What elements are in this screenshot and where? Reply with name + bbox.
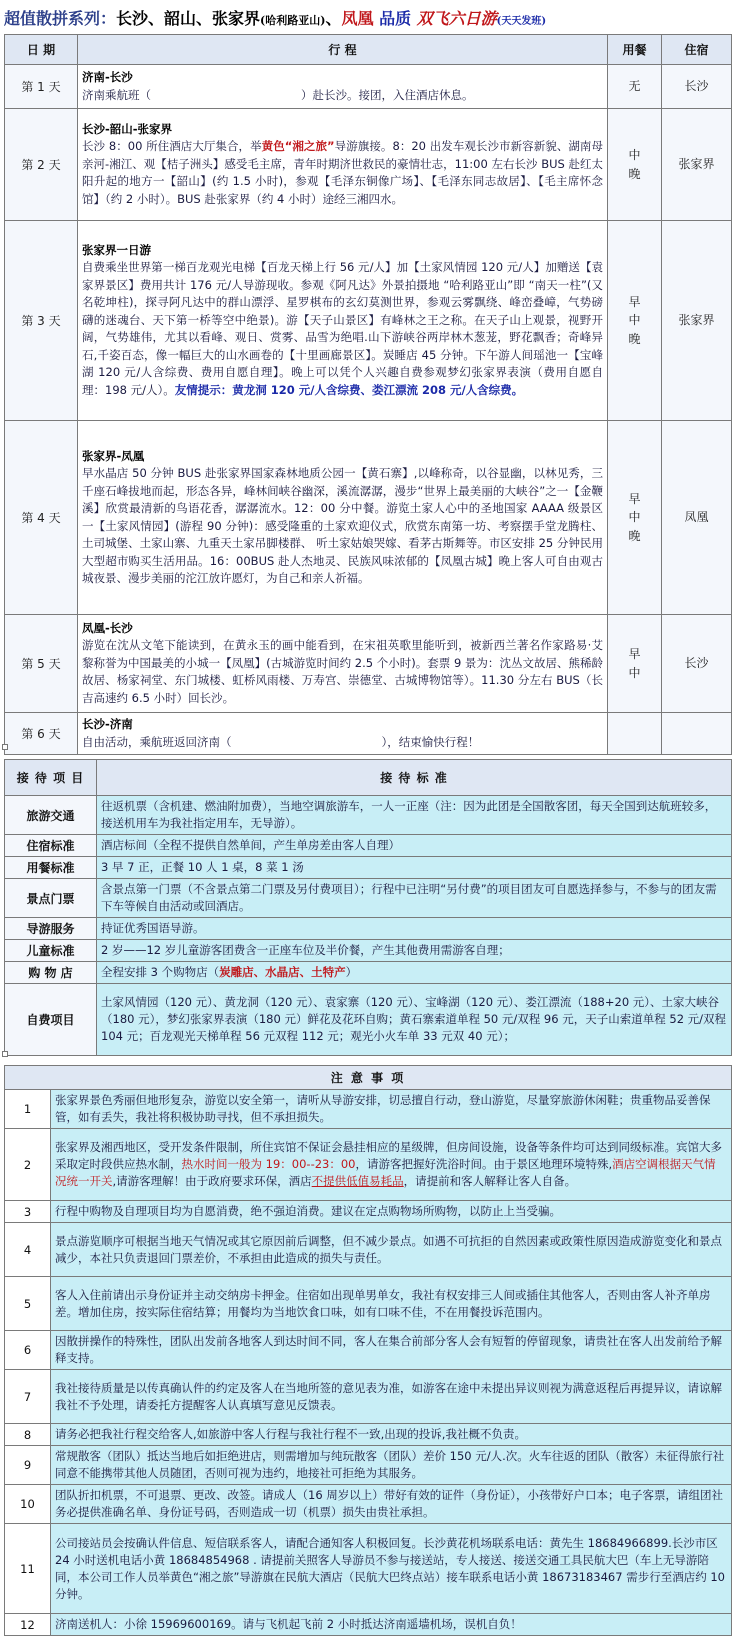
standard-label: 自费项目: [5, 984, 97, 1056]
day-route: 凤凰-长沙: [82, 620, 133, 635]
note-number: 6: [5, 1331, 51, 1370]
col-standard: 接 待 标 准: [97, 760, 732, 796]
day-content: [78, 421, 608, 615]
note-number: 9: [5, 1446, 51, 1485]
standards-table: [4, 759, 732, 1056]
title-trip: 双飞六日游: [416, 9, 497, 28]
notes-header: 注 意 事 项: [5, 1066, 732, 1090]
standard-text: 往返机票（含机建、燃油附加费），当地空调旅游车，一人一正座（注：因为此团是全国散客团，每天全国到达航班较多，接送机用车为我社指定用车，无导游）。: [97, 796, 732, 835]
day-meal: 中 晚: [608, 109, 662, 221]
notes-header-row: [5, 1066, 732, 1090]
col-date: 日 期: [5, 35, 78, 65]
standard-label: 导游服务: [5, 918, 97, 940]
standard-row: [5, 918, 732, 940]
day-stay: [662, 713, 732, 755]
title-note: (哈利路亚山): [260, 14, 326, 27]
title-fenghuang: 凤凰: [341, 9, 374, 28]
standard-text: 3 早 7 正，正餐 10 人 1 桌，8 菜 1 汤: [97, 857, 732, 879]
day-label: 第 4 天: [5, 421, 78, 615]
day-text: ）赴长沙。接团，入住酒店休息。: [301, 87, 474, 102]
standard-text: 含景点第一门票（不含景点第二门票及另付费项目）；行程中已注明“另付费”的项目团友可自愿选择参与，不参与的团友需下车等候自由活动或回酒店。: [97, 879, 732, 918]
standard-row: [5, 879, 732, 918]
day-row: [5, 713, 732, 755]
standard-text: 2 岁——12 岁儿童游客团费含一正座车位及半价餐，产生其他费用需游客自理；: [97, 940, 732, 962]
day-text: 早水晶店 50 分钟 BUS 赴张家界国家森林地质公园一【黄石寨】,以峰称奇，以谷显幽，以林见秀，三千座石峰拔地而起，形态各异，峰林间峡谷幽深，溪流潺潺，漫步“世界上最美丽的大峡谷”之一【金鞭溪】欣赏最清新的鸟语花香，潺潺流水。12：00 分中餐。游览土家人心中的圣地国家 AAAA 级景区一【土家风情园】(游程 90 分钟)：感受隆重的土家欢迎仪式，欣赏东南第一坊、考察摆手堂龙腾柱、土司城堡、土家山寨、九重天土家吊脚楼群、 听土家姑娘哭嫁、看茅古斯舞等。市区安排 25 分钟民用大型超市购买生活用品。16：00BUS 赴人杰地灵、民族风味浓郁的【凤凰古城】晚上客人可自由观古城夜景、漫步美丽的沱江放许愿灯，为自己和亲人祈福。: [82, 466, 603, 585]
shops-list: 炭雕店、水晶店、土特产: [219, 965, 346, 979]
title-separator: 、: [325, 9, 342, 28]
note-row: [5, 1129, 732, 1201]
note-row: [5, 1223, 732, 1277]
day-route: 张家界-凤凰: [82, 448, 145, 463]
note-number: 12: [5, 1614, 51, 1636]
standard-text: 持证优秀国语导游。: [97, 918, 732, 940]
day-stay: 长沙: [662, 615, 732, 713]
day-text: ），结束愉快行程！: [381, 734, 480, 749]
title-daily: (天天发班): [496, 16, 547, 27]
document-title: [4, 4, 731, 34]
day-row: [5, 615, 732, 713]
day-content: [78, 221, 608, 421]
note-number: 1: [5, 1090, 51, 1129]
day-highlight: 黄色“湘之旅”: [261, 139, 335, 154]
day-content: [78, 109, 608, 221]
note-text: 我社接待质量是以传真确认件的约定及客人在当地所签的意见表为准，如游客在途中未提出异议则视为满意返程后再提异议，请谅解我社不予处理，请委托方提醒客人认真填写意见反馈表。: [51, 1370, 732, 1424]
day-content: [78, 65, 608, 109]
itinerary-table: [4, 34, 732, 755]
day-route: 长沙-济南: [82, 717, 133, 731]
note-row: [5, 1424, 732, 1446]
note-text: 请务必把我社行程交给客人,如旅游中客人行程与我社行程不一致,出现的投诉,我社概不负责。: [51, 1424, 732, 1446]
standard-text: 酒店标间（全程不提供自然单间，产生单房差由客人自理）: [97, 835, 732, 857]
day-row: [5, 65, 732, 109]
day-text: 自由活动，乘航班返回济南（: [82, 734, 232, 749]
note-text: 张家界景色秀丽但地形复杂，游览以安全第一，请听从导游安排，切忌擅自行动，登山游览，尽量穿旅游休闲鞋；贵重物品妥善保管，如有丢失，我社将积极协助寻找，但不承担损失。: [51, 1090, 732, 1129]
note-number: 5: [5, 1277, 51, 1331]
standard-label: 用餐标准: [5, 857, 97, 879]
note-row: [5, 1090, 732, 1129]
day-text: 长沙 8：00 所住酒店大厅集合，举: [82, 139, 262, 154]
note-highlight: 酒店空调根据天气情况统一开关: [55, 1157, 716, 1188]
day-row: [5, 109, 732, 221]
day-route: 济南-长沙: [82, 70, 133, 84]
day-row: [5, 221, 732, 421]
note-text: 景点游览顺序可根据当地天气情况或其它原因前后调整，但不减少景点。如遇不可抗拒的自然因素或政策性原因造成游览变化和景点减少，本社只负责退回门票差价，不承担由此造成的损失与责任。: [51, 1223, 732, 1277]
itinerary-header-row: [5, 35, 732, 65]
standard-label: 景点门票: [5, 879, 97, 918]
title-cities: 长沙、韶山、张家界: [116, 9, 261, 28]
note-number: 3: [5, 1201, 51, 1223]
note-number: 7: [5, 1370, 51, 1424]
note-row: [5, 1277, 732, 1331]
table-anchor-icon: [2, 744, 8, 750]
standard-text: 全程安排 3 个购物店（炭雕店、水晶店、土特产）: [97, 962, 732, 984]
standard-text: 土家风情园（120 元）、黄龙洞（120 元）、袁家寨（120 元）、宝峰湖（120 元）、娄江漂流（188+20 元）、土家大峡谷（180 元），梦幻张家界表演（180 元）鲜花及花环自购；黄石寨索道单程 50 元/双程 96 元，天子山索道单程 52 元/双程 104 元；百龙观光天梯单程 56 元双程 112 元；观光小火车单 33 元双 40 元）；: [97, 984, 732, 1056]
standard-row: [5, 940, 732, 962]
day-route: 长沙-韶山-张家界: [82, 121, 173, 136]
note-highlight: 热水时间一般为 19：00--23：00: [181, 1157, 356, 1171]
note-text: 客人入住前请出示身份证并主动交纳房卡押金。住宿如出现单男单女，我社有权安排三人间或插住其他客人，否则由客人补齐单房差。增加住房，按实际住宿结算；用餐均为当地饮食口味，如有口味不佳，不在用餐投诉范围内。: [51, 1277, 732, 1331]
standard-label: 住宿标准: [5, 835, 97, 857]
day-stay: 长沙: [662, 65, 732, 109]
note-highlight: 不提供低值易耗品: [311, 1174, 404, 1188]
col-stay: 住宿: [662, 35, 732, 65]
day-label: 第 5 天: [5, 615, 78, 713]
col-route: 行 程: [78, 35, 608, 65]
day-row: [5, 421, 732, 615]
note-row: [5, 1524, 732, 1614]
standard-row: [5, 835, 732, 857]
standard-label: 购 物 店: [5, 962, 97, 984]
day-stay: 张家界: [662, 221, 732, 421]
day-stay: 张家界: [662, 109, 732, 221]
note-text: 行程中购物及自理项目均为自愿消费，绝不强迫消费。建议在定点购物场所购物，以防止上当受骗。: [51, 1201, 732, 1223]
note-row: [5, 1446, 732, 1485]
day-text: 济南乘航班（: [82, 87, 151, 102]
note-text: 济南送机人：小徐 15969600169。请与飞机起飞前 2 小时抵达济南遥墙机场，误机自负！: [51, 1614, 732, 1636]
day-text: 自费乘坐世界第一梯百龙观光电梯【百龙天梯上行 56 元/人】加【土家风情园 120 元/人】加赠送【袁家界景区】费用共计 176 元/人导游现收。参观《阿凡达》外景拍摄地 “哈利路亚山”即 “南天一柱”(又名乾坤柱)，探寻阿凡达中的群山漂浮、星罗棋布的玄幻莫测世界，参观云雾飘绕、峰峦叠嶂，气势磅礴的迷魂台、天下第一桥等空中绝景)。游【天子山景区】有峰林之王之称。在天子山上观景，视野开阔，气势雄伟，尤其以看峰、观日、赏雾、品雪为绝唱.山下游峡谷两岸林木葱茏，野花飘香；奇峰异石,千姿百态，像一幅巨大的山水画卷的【十里画廊景区】。炭睡店 45 分钟。下午游人间瑶池一【宝峰湖 120 元/人含综费、费用自愿自理】。晚上可以凭个人兴趣自费参观梦幻张家界表演（费用自愿自理：198 元/人）。: [82, 260, 603, 397]
day-label: 第 2 天: [5, 109, 78, 221]
day-meal: 早 中 晚: [608, 221, 662, 421]
day-label: 第 3 天: [5, 221, 78, 421]
standard-row: [5, 984, 732, 1056]
standards-header-row: [5, 760, 732, 796]
note-number: 10: [5, 1485, 51, 1524]
day-label: 第 1 天: [5, 65, 78, 109]
day-content: [78, 713, 608, 755]
day-meal: 无: [608, 65, 662, 109]
note-text: 常规散客（团队）抵达当地后如拒绝进店，则需增加与纯玩散客（团队）差价 150 元/人.次。火车往返的团队（散客）未征得旅行社同意不能携带其他人员随团，否则可视为违约，地接社可拒绝为其服务。: [51, 1446, 732, 1485]
note-number: 8: [5, 1424, 51, 1446]
day-highlight: 友情提示：黄龙洞 120 元/人含综费、娄江漂流 208 元/人含综费。: [174, 382, 524, 397]
day-label: 第 6 天: [5, 713, 78, 755]
table-anchor-icon: [2, 1051, 8, 1057]
note-row: [5, 1201, 732, 1223]
standard-row: [5, 962, 732, 984]
day-meal: [608, 713, 662, 755]
note-row: [5, 1331, 732, 1370]
day-meal: 早 中: [608, 615, 662, 713]
day-text: 游览在沈从文笔下能读到，在黄永玉的画中能看到，在宋祖英歌里能听到，被新西兰著名作家路易·艾黎称誉为中国最美的小城一【凤凰】(古城游览时间约 2.5 个小时)。套票 9 景为：沈丛文故居、熊稀龄故居、杨家祠堂、东门城楼、虹桥风雨楼、万寿宫、崇德堂、古城博物馆等）。11.30 分左右 BUS（长吉高速约 6.5 小时）回长沙。: [82, 638, 603, 705]
day-meal: 早 中 晚: [608, 421, 662, 615]
title-quality: 品质: [379, 9, 412, 28]
col-item: 接 待 项 目: [5, 760, 97, 796]
title-series: 超值散拼系列：: [4, 9, 117, 28]
note-number: 11: [5, 1524, 51, 1614]
note-text: 公司接站员会按确认件信息、短信联系客人，请配合通知客人积极回复。长沙黄花机场联系电话：黄先生 18684966899.长沙市区 24 小时送机电话小黄 18684854968 . 请提前关照客人导游员不参与接送站，专人接送、接送交通工具民航大巴（车上无导游陪同，本公司工作人员举黄色“湘之旅”导游旗在民航大酒店（民航大巴终点站）接车联系电话小黄 18673183467 需步行至酒店约 10 分钟。: [51, 1524, 732, 1614]
standard-row: [5, 796, 732, 835]
note-number: 2: [5, 1129, 51, 1201]
note-text: 张家界及湘西地区，受开发条件限制，所住宾馆不保证会悬挂相应的星级牌，但房间设施，设备等条件均可达到同级标准。宾馆大多采取定时段供应热水制，热水时间一般为 19：00--23：00，请游客把握好洗浴时间。由于景区地理环境特殊,酒店空调根据天气情况统一开关,请游客理解！由于政府要求环保，酒店不提供低值易耗品，请提前和客人解释让客人自备。: [51, 1129, 732, 1201]
day-text: 导游旗接。8：20 出发车观长沙市新容新貌、湖南母亲河-湘江、观【桔子洲头】感受毛主席，青年时期济世救民的豪情壮志，11:00 左右长沙 BUS 赴红太阳升起的地方一【韶山】(约 1.5 小时)，参观【毛泽东铜像广场】、【毛泽东同志故居】、【毛主席怀念馆】（约 2 小时）。BUS 赴张家界（约 4 小时）途经三湘四水。: [82, 139, 603, 206]
note-number: 4: [5, 1223, 51, 1277]
note-text: 因散拼操作的特殊性，团队出发前各地客人到达时间不同，客人在集合前部分客人会有短暂的停留现象，请贵社在客人出发前给予解释支持。: [51, 1331, 732, 1370]
standard-row: [5, 857, 732, 879]
note-row: [5, 1485, 732, 1524]
standard-label: 旅游交通: [5, 796, 97, 835]
col-meal: 用餐: [608, 35, 662, 65]
day-content: [78, 615, 608, 713]
note-text: 团队折扣机票，不可退票、更改、改签。请成人（16 周岁以上）带好有效的证件（身份证），小孩带好户口本；电子客票，请组团社务必提供准确名单、身份证号码，否则造成一切（机票）损失由贵社承担。: [51, 1485, 732, 1524]
notes-table: [4, 1065, 732, 1636]
day-route: 张家界一日游: [82, 242, 151, 257]
note-row: [5, 1370, 732, 1424]
standard-label: 儿童标准: [5, 940, 97, 962]
day-stay: 凤凰: [662, 421, 732, 615]
